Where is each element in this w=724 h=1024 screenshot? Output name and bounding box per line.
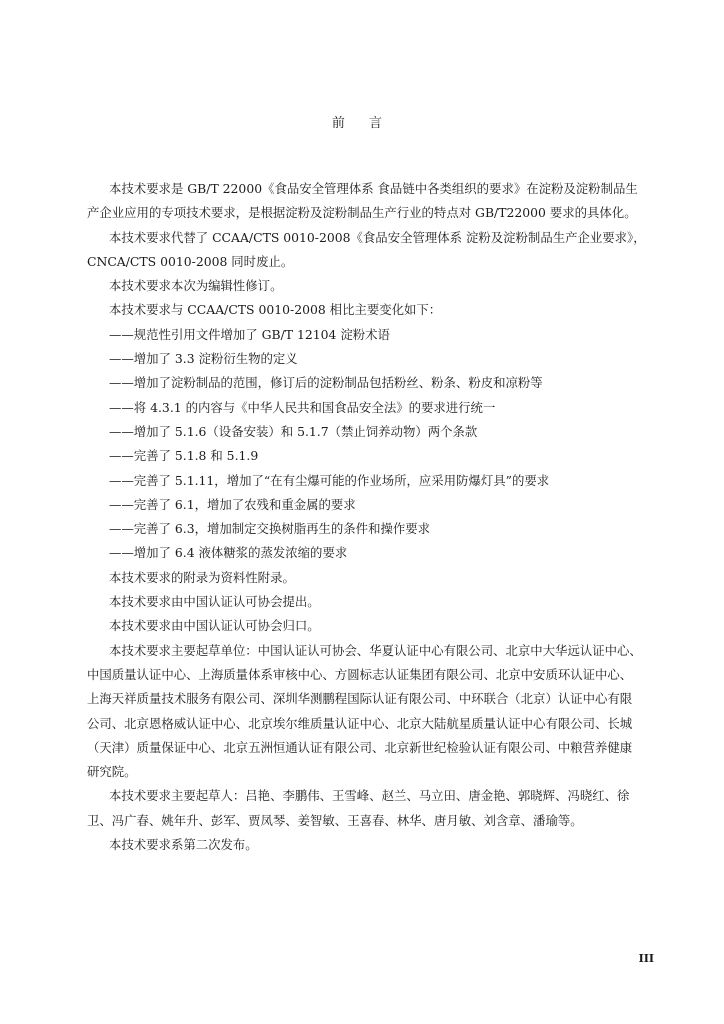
- text-line: 上海天祥质量技术服务有限公司、深圳华测鹏程国际认证有限公司、中环联合（北京）认证中心有限: [87, 691, 633, 707]
- text-line: 公司、北京恩格威认证中心、北京埃尔维质量认证中心、北京大陆航星质量认证中心有限公司、长城: [87, 715, 633, 731]
- text-line: 本技术要求本次为编辑性修订。: [109, 278, 283, 294]
- page-title: 前 言: [331, 116, 393, 131]
- text-line: ——增加了淀粉制品的范围，修订后的淀粉制品包括粉丝、粉条、粉皮和凉粉等: [109, 375, 543, 391]
- text-line: ——增加了 5.1.6（设备安装）和 5.1.7（禁止饲养动物）两个条款: [109, 423, 478, 439]
- text-line: 研究院。: [87, 764, 137, 780]
- text-line: 卫、冯广春、姚年升、彭军、贾凤琴、姜智敏、王喜春、林华、唐月敏、刘含章、潘瑜等。: [87, 812, 583, 828]
- text-line: 本技术要求由中国认证认可协会归口。: [109, 618, 320, 634]
- page-number: III: [638, 952, 654, 965]
- text-line: ——完善了 6.3，增加制定交换树脂再生的条件和操作要求: [109, 521, 431, 537]
- text-line: ——完善了 5.1.11，增加了“在有尘爆可能的作业场所，应采用防爆灯具”的要求: [109, 472, 550, 488]
- text-line: 中国质量认证中心、上海质量体系审核中心、方圆标志认证集团有限公司、北京中安质环认证中心、: [87, 666, 633, 682]
- text-line: ——完善了 6.1，增加了农残和重金属的要求: [109, 496, 356, 512]
- text-line: 本技术要求与 CCAA/CTS 0010-2008 相比主要变化如下：: [109, 302, 442, 318]
- text-line: 本技术要求主要起草单位：中国认证认可协会、华夏认证中心有限公司、北京中大华远认证中心、: [109, 642, 642, 658]
- text-line: 本技术要求是 GB/T 22000《食品安全管理体系 食品链中各类组织的要求》在淀粉及淀粉制品生: [109, 181, 638, 196]
- text-line: 本技术要求系第二次发布。: [109, 837, 258, 853]
- text-line: CNCA/CTS 0010-2008 同时废止。: [87, 253, 294, 269]
- text-line: ——完善了 5.1.8 和 5.1.9: [109, 448, 259, 464]
- text-line: 本技术要求的附录为资料性附录。: [109, 569, 295, 585]
- foreword-body: [87, 177, 653, 857]
- text-line: ——规范性引用文件增加了 GB/T 12104 淀粉术语: [109, 326, 390, 342]
- text-line: ——将 4.3.1 的内容与《中华人民共和国食品安全法》的要求进行统一: [109, 399, 496, 415]
- text-line: （天津）质量保证中心、北京五洲恒通认证有限公司、北京新世纪检验认证有限公司、中粮营养健康: [87, 739, 633, 755]
- text-line: ——增加了 3.3 淀粉衍生物的定义: [109, 351, 298, 367]
- text-line: 产企业应用的专项技术要求，是根据淀粉及淀粉制品生产行业的特点对 GB/T22000 要求的具体化。: [87, 205, 637, 221]
- text-line: 本技术要求代替了 CCAA/CTS 0010-2008《食品安全管理体系 淀粉及淀粉制品生产企业要求》，: [109, 229, 646, 245]
- text-line: ——增加了 6.4 液体糖浆的蒸发浓缩的要求: [109, 545, 348, 561]
- text-line: 本技术要求由中国认证认可协会提出。: [109, 594, 320, 610]
- text-line: 本技术要求主要起草人：吕艳、李鹏伟、王雪峰、赵兰、马立田、唐金艳、郭晓辉、冯晓红、徐: [109, 788, 630, 804]
